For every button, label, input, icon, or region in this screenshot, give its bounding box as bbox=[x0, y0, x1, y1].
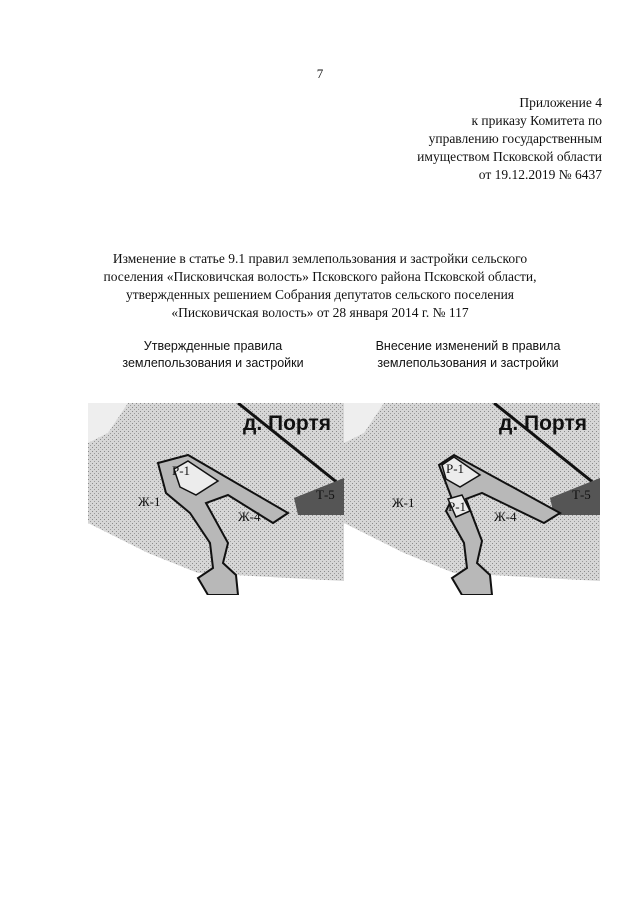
caption-line: землепользования и застройки bbox=[377, 356, 559, 370]
caption-line: Внесение изменений в правила bbox=[375, 339, 561, 353]
zone-label-corner: Т-5 bbox=[316, 487, 335, 502]
appendix-line: управлению государственным bbox=[428, 131, 602, 146]
zone-label-zh4: Ж-4 bbox=[238, 509, 261, 524]
appendix-line: Приложение 4 bbox=[519, 95, 602, 110]
place-label: д. Портя bbox=[243, 412, 332, 435]
caption-line: Утвержденные правила bbox=[143, 339, 283, 353]
appendix-line: от 19.12.2019 № 6437 bbox=[478, 167, 602, 182]
map-approved bbox=[88, 403, 344, 595]
zone-label-r1-top: Р-1 bbox=[446, 461, 465, 476]
heading-line: утвержденных решением Собрания депутатов сельского поселения bbox=[126, 287, 514, 302]
caption-line: землепользования и застройки bbox=[122, 356, 304, 370]
appendix-line: к приказу Комитета по bbox=[471, 113, 602, 128]
zone-label-corner: Т-5 bbox=[572, 487, 591, 502]
place-label: д. Портя bbox=[499, 412, 588, 435]
zone-label-r1-mid: Р-1 bbox=[448, 499, 467, 514]
heading-line: Изменение в статье 9.1 правил землепользования и застройки сельского bbox=[112, 251, 528, 266]
appendix-line: имуществом Псковской области bbox=[417, 149, 602, 164]
zone-label-r1: Р-1 bbox=[172, 463, 191, 478]
map-proposed bbox=[344, 403, 600, 595]
zone-label-zh4: Ж-4 bbox=[494, 509, 517, 524]
map-proposed-drawing bbox=[344, 403, 600, 595]
right-column-caption bbox=[343, 338, 593, 372]
left-column-caption bbox=[88, 338, 338, 372]
zone-label-zh1: Ж-1 bbox=[138, 494, 161, 509]
appendix-block bbox=[342, 94, 602, 184]
map-approved-drawing bbox=[88, 403, 344, 595]
heading-line: «Писковичская волость» от 28 января 2014 г. № 117 bbox=[171, 305, 469, 320]
heading-line: поселения «Писковичская волость» Псковского района Псковской области, bbox=[103, 269, 537, 284]
page-number: 7 bbox=[316, 66, 324, 81]
document-heading bbox=[60, 250, 580, 322]
zone-label-zh1: Ж-1 bbox=[392, 495, 415, 510]
